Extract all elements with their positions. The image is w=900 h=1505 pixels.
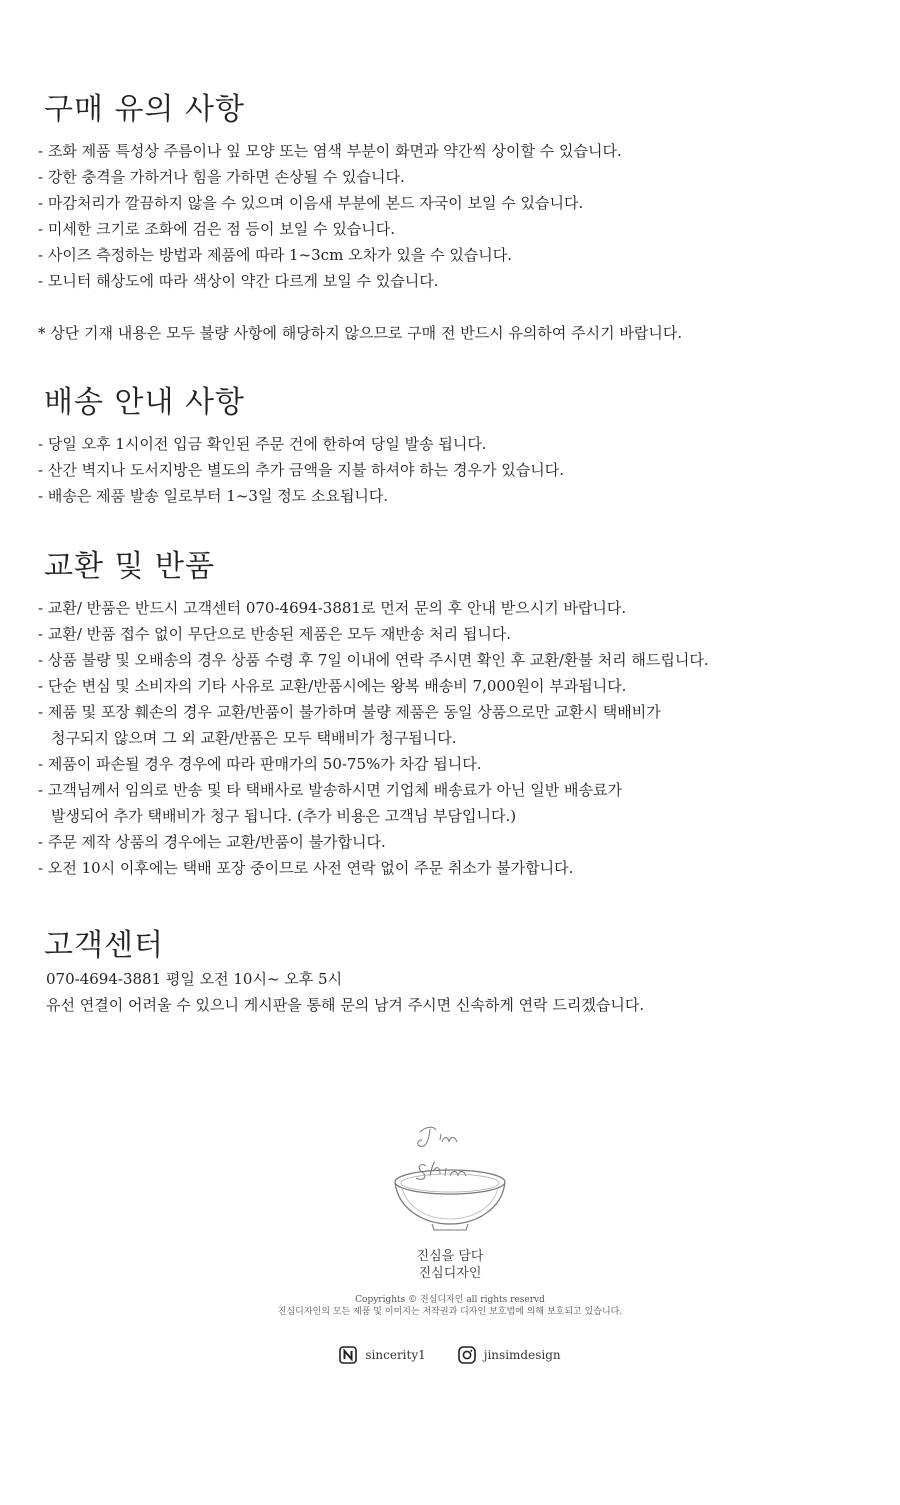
list-item: - 제품 및 포장 훼손의 경우 교환/반품이 불가하며 불량 제품은 동일 상품으로만 교환시 택배비가 [38, 703, 661, 721]
social-links [0, 1346, 900, 1364]
list-item: - 교환/ 반품 접수 없이 무단으로 반송된 제품은 모두 재반송 처리 됩니다. [38, 625, 512, 643]
instagram-icon [458, 1346, 476, 1364]
brand-tagline: 진심을 담다 [416, 1249, 484, 1264]
shipping-title: 배송 안내 사항 [44, 385, 245, 420]
shipping-section [38, 385, 878, 509]
customer-center-hours: 070-4694-3881 평일 오전 10시~ 오후 5시 [46, 970, 343, 988]
list-item: - 산간 벽지나 도서지방은 별도의 추가 금액을 지불 하셔야 하는 경우가 있습니다. [38, 461, 564, 479]
rights-text: 진심디자인의 모든 제품 및 이미지는 저작권과 디자인 보호법에 의해 보호되고 있습니다. [277, 1307, 623, 1317]
list-item: 발생되어 추가 택배비가 청구 됩니다. (추가 비용은 고객님 부담입니다.) [51, 807, 517, 825]
list-item: - 당일 오후 1시이전 입금 확인된 주문 건에 한하여 당일 발송 됩니다. [38, 435, 487, 453]
shipping-list [38, 431, 878, 509]
list-item: - 고객님께서 임의로 반송 및 타 택배사로 발송하시면 기업체 배송료가 아닌 일반 배송료가 [38, 781, 622, 799]
list-item: 청구되지 않으며 그 외 교환/반품은 모두 택배비가 청구됩니다. [51, 729, 457, 747]
list-item: - 조화 제품 특성상 주름이나 잎 모양 또는 염색 부분이 화면과 약간씩 상이할 수 있습니다. [38, 142, 622, 160]
list-item: - 제품이 파손될 경우 경우에 따라 판매가의 50-75%가 차감 됩니다. [38, 755, 482, 773]
returns-section [38, 549, 878, 881]
list-item: - 오전 10시 이후에는 택배 포장 중이므로 사전 연락 없이 주문 취소가 불가합니다. [38, 859, 574, 877]
list-item: - 사이즈 측정하는 방법과 제품에 따라 1~3cm 오차가 있을 수 있습니다. [38, 246, 513, 264]
returns-list [38, 595, 878, 881]
list-item: - 배송은 제품 발송 일로부터 1~3일 정도 소요됩니다. [38, 487, 389, 505]
naver-blog-label: sincerity1 [365, 1348, 426, 1362]
list-item: - 모니터 해상도에 따라 색상이 약간 다르게 보일 수 있습니다. [38, 272, 439, 290]
purchase-notice-title: 구매 유의 사항 [44, 92, 245, 127]
returns-title: 교환 및 반품 [44, 549, 215, 584]
purchase-note: * 상단 기재 내용은 모두 불량 사항에 해당하지 않으므로 구매 전 반드시 유의하여 주시기 바랍니다. [38, 324, 683, 342]
list-item: - 강한 충격을 가하거나 힘을 가하면 손상될 수 있습니다. [38, 168, 405, 186]
footer [0, 1120, 900, 1364]
purchase-notice-list [38, 138, 878, 294]
list-item: - 미세한 크기로 조화에 검은 점 등이 보일 수 있습니다. [38, 220, 396, 238]
list-item: - 상품 불량 및 오배송의 경우 상품 수령 후 7일 이내에 연락 주시면 확인 후 교환/환불 처리 해드립니다. [38, 651, 709, 669]
instagram-label: jinsimdesign [483, 1348, 561, 1362]
copyright-text: Copyrights © 진심디자인 all rights reservd [355, 1295, 545, 1305]
list-item: - 주문 제작 상품의 경우에는 교환/반품이 불가합니다. [38, 833, 386, 851]
list-item: - 마감처리가 깔끔하지 않을 수 있으며 이음새 부분에 본드 자국이 보일 수 있습니다. [38, 194, 584, 212]
jinshin-bowl-logo [380, 1120, 520, 1240]
customer-center-title: 고객센터 [44, 928, 164, 963]
list-item: - 단순 변심 및 소비자의 기타 사유로 교환/반품시에는 왕복 배송비 7,000원이 부과됩니다. [38, 677, 627, 695]
naver-blog-link[interactable] [339, 1346, 425, 1364]
customer-center-notice: 유선 연결이 어려울 수 있으니 게시판을 통해 문의 남겨 주시면 신속하게 연락 드리겠습니다. [46, 996, 645, 1014]
customer-center-section [38, 928, 878, 1018]
instagram-link[interactable] [458, 1346, 561, 1364]
purchase-notice-section [38, 92, 878, 346]
brand-name: 진심디자인 [418, 1266, 482, 1281]
list-item: - 교환/ 반품은 반드시 고객센터 070-4694-3881로 먼저 문의 후 안내 받으시기 바랍니다. [38, 599, 627, 617]
naver-blog-icon [339, 1346, 357, 1364]
